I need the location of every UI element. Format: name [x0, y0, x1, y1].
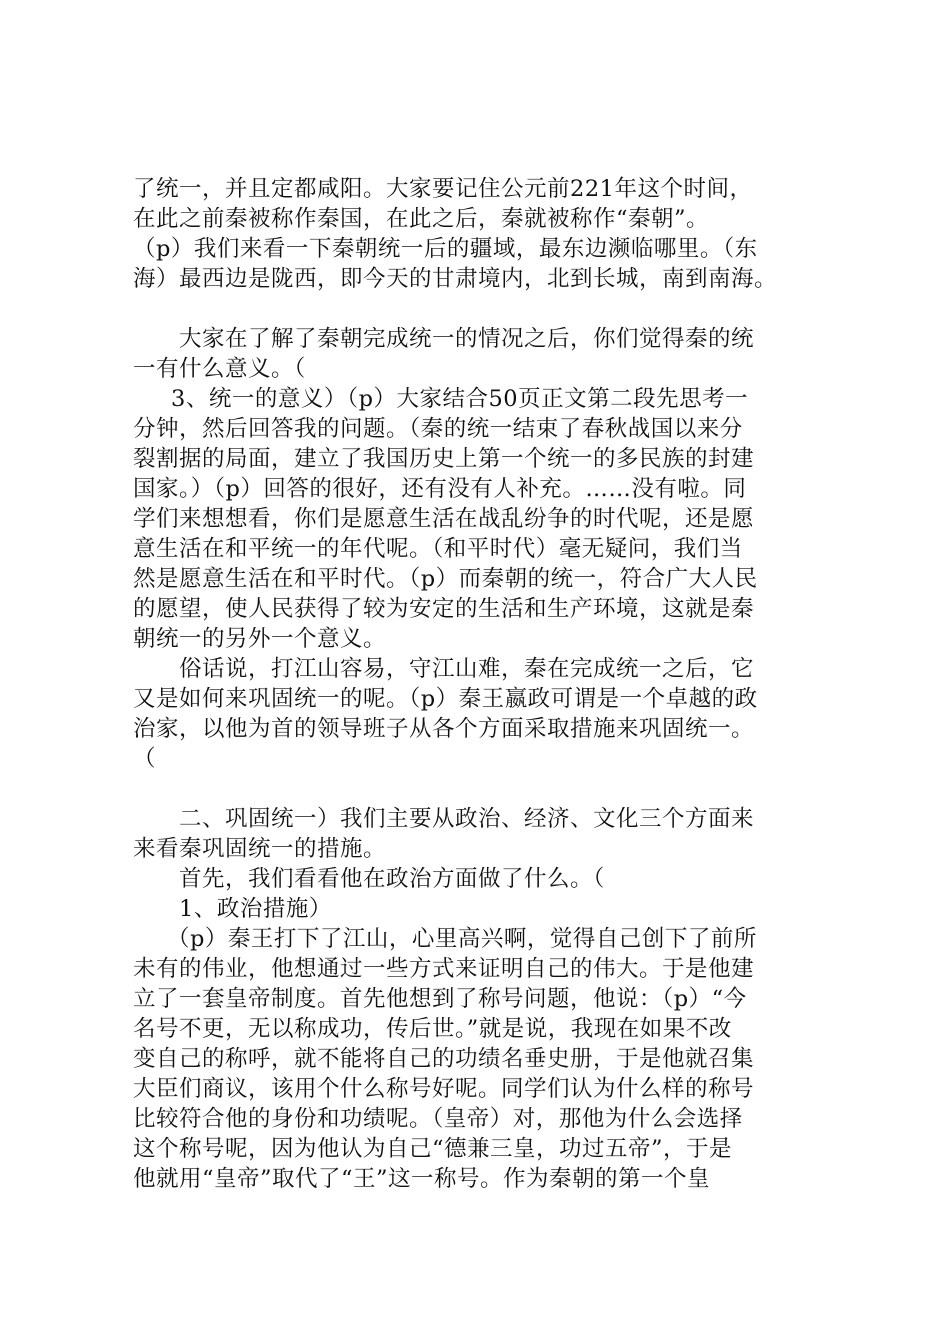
text-line: 治家，以他为首的领导班子从各个方面采取措施来巩固统一。	[133, 716, 755, 742]
text-line: （p）秦王打下了江山，心里高兴啊，觉得自己创下了前所	[167, 926, 757, 952]
text-line: 二、巩固统一）我们主要从政治、经济、文化三个方面来	[179, 806, 755, 832]
paragraph-significance	[133, 384, 833, 654]
text-line: 1、政治措施）	[179, 896, 332, 922]
text-line: 变自己的称呼，就不能将自己的功绩名垂史册，于是他就召集	[133, 1046, 755, 1072]
text-line: 意生活在和平统一的年代呢。（和平时代）毫无疑问，我们当	[133, 536, 743, 562]
paragraph-political-heading	[133, 894, 833, 924]
text-line: 又是如何来巩固统一的呢。（p）秦王嬴政可谓是一个卓越的政	[133, 686, 758, 712]
text-line: 一有什么意义。（	[133, 356, 306, 382]
text-line: 这个称号呢，因为他认为自己“德兼三皇，功过五帝”，于是	[133, 1136, 733, 1162]
text-line: 大臣们商议，该用个什么称号好呢。同学们认为什么样的称号	[133, 1076, 755, 1102]
paragraph-emperor-title	[133, 924, 833, 1194]
text-line: 海）最西边是陇西，即今天的甘肃境内，北到长城，南到南海。	[133, 266, 778, 292]
text-line: 大家在了解了秦朝完成统一的情况之后，你们觉得秦的统	[179, 326, 755, 352]
text-line: 3、统一的意义）（p）大家结合50页正文第二段先思考一	[171, 386, 749, 412]
text-line: 朝统一的另外一个意义。	[133, 626, 387, 652]
text-line: 他就用“皇帝”取代了“王”这一称号。作为秦朝的第一个皇	[133, 1166, 711, 1192]
text-line: （p）我们来看一下秦朝统一后的疆域，最东边濒临哪里。（东	[133, 236, 758, 262]
text-line: 的愿望，使人民获得了较为安定的生活和生产环境，这就是秦	[133, 596, 755, 622]
text-line: 学们来想想看，你们是愿意生活在战乱纷争的时代呢，还是愿	[133, 506, 755, 532]
text-line: （	[133, 746, 157, 772]
document-body	[133, 174, 833, 1194]
text-line: 未有的伟业，他想通过一些方式来证明自己的伟大。于是他建	[133, 956, 755, 982]
text-line: 分钟，然后回答我的问题。（秦的统一结束了春秋战国以来分	[133, 416, 743, 442]
text-line: 裂割据的局面，建立了我国历史上第一个统一的多民族的封建	[133, 446, 755, 472]
paragraph-consolidation-intro	[133, 654, 833, 774]
text-line: 来看秦巩固统一的措施。	[133, 836, 387, 862]
paragraph-significance-question	[133, 324, 833, 384]
text-line: 了统一，并且定都咸阳。大家要记住公元前221年这个时间，	[133, 176, 753, 202]
text-line: 立了一套皇帝制度。首先他想到了称号问题，他说：（p）“今	[133, 986, 747, 1012]
paragraph-consolidation-heading	[133, 804, 833, 864]
text-line: 比较符合他的身份和功绩呢。（皇帝）对，那他为什么会选择	[133, 1106, 743, 1132]
text-line: 国家。）（p）回答的很好，还有没有人补充。……没有啦。同	[133, 476, 747, 502]
paragraph-political-intro	[133, 864, 833, 894]
text-line: 名号不更，无以称成功，传后世。”就是说，我现在如果不改	[133, 1016, 732, 1042]
text-line: 在此之前秦被称作秦国，在此之后，秦就被称作“秦朝”。	[133, 206, 710, 232]
text-line: 首先，我们看看他在政治方面做了什么。（	[179, 866, 605, 892]
text-line: 然是愿意生活在和平时代。（p）而秦朝的统一，符合广大人民	[133, 566, 758, 592]
paragraph-unification-territory	[133, 174, 833, 294]
text-line: 俗话说，打江山容易，守江山难，秦在完成统一之后，它	[179, 656, 755, 682]
